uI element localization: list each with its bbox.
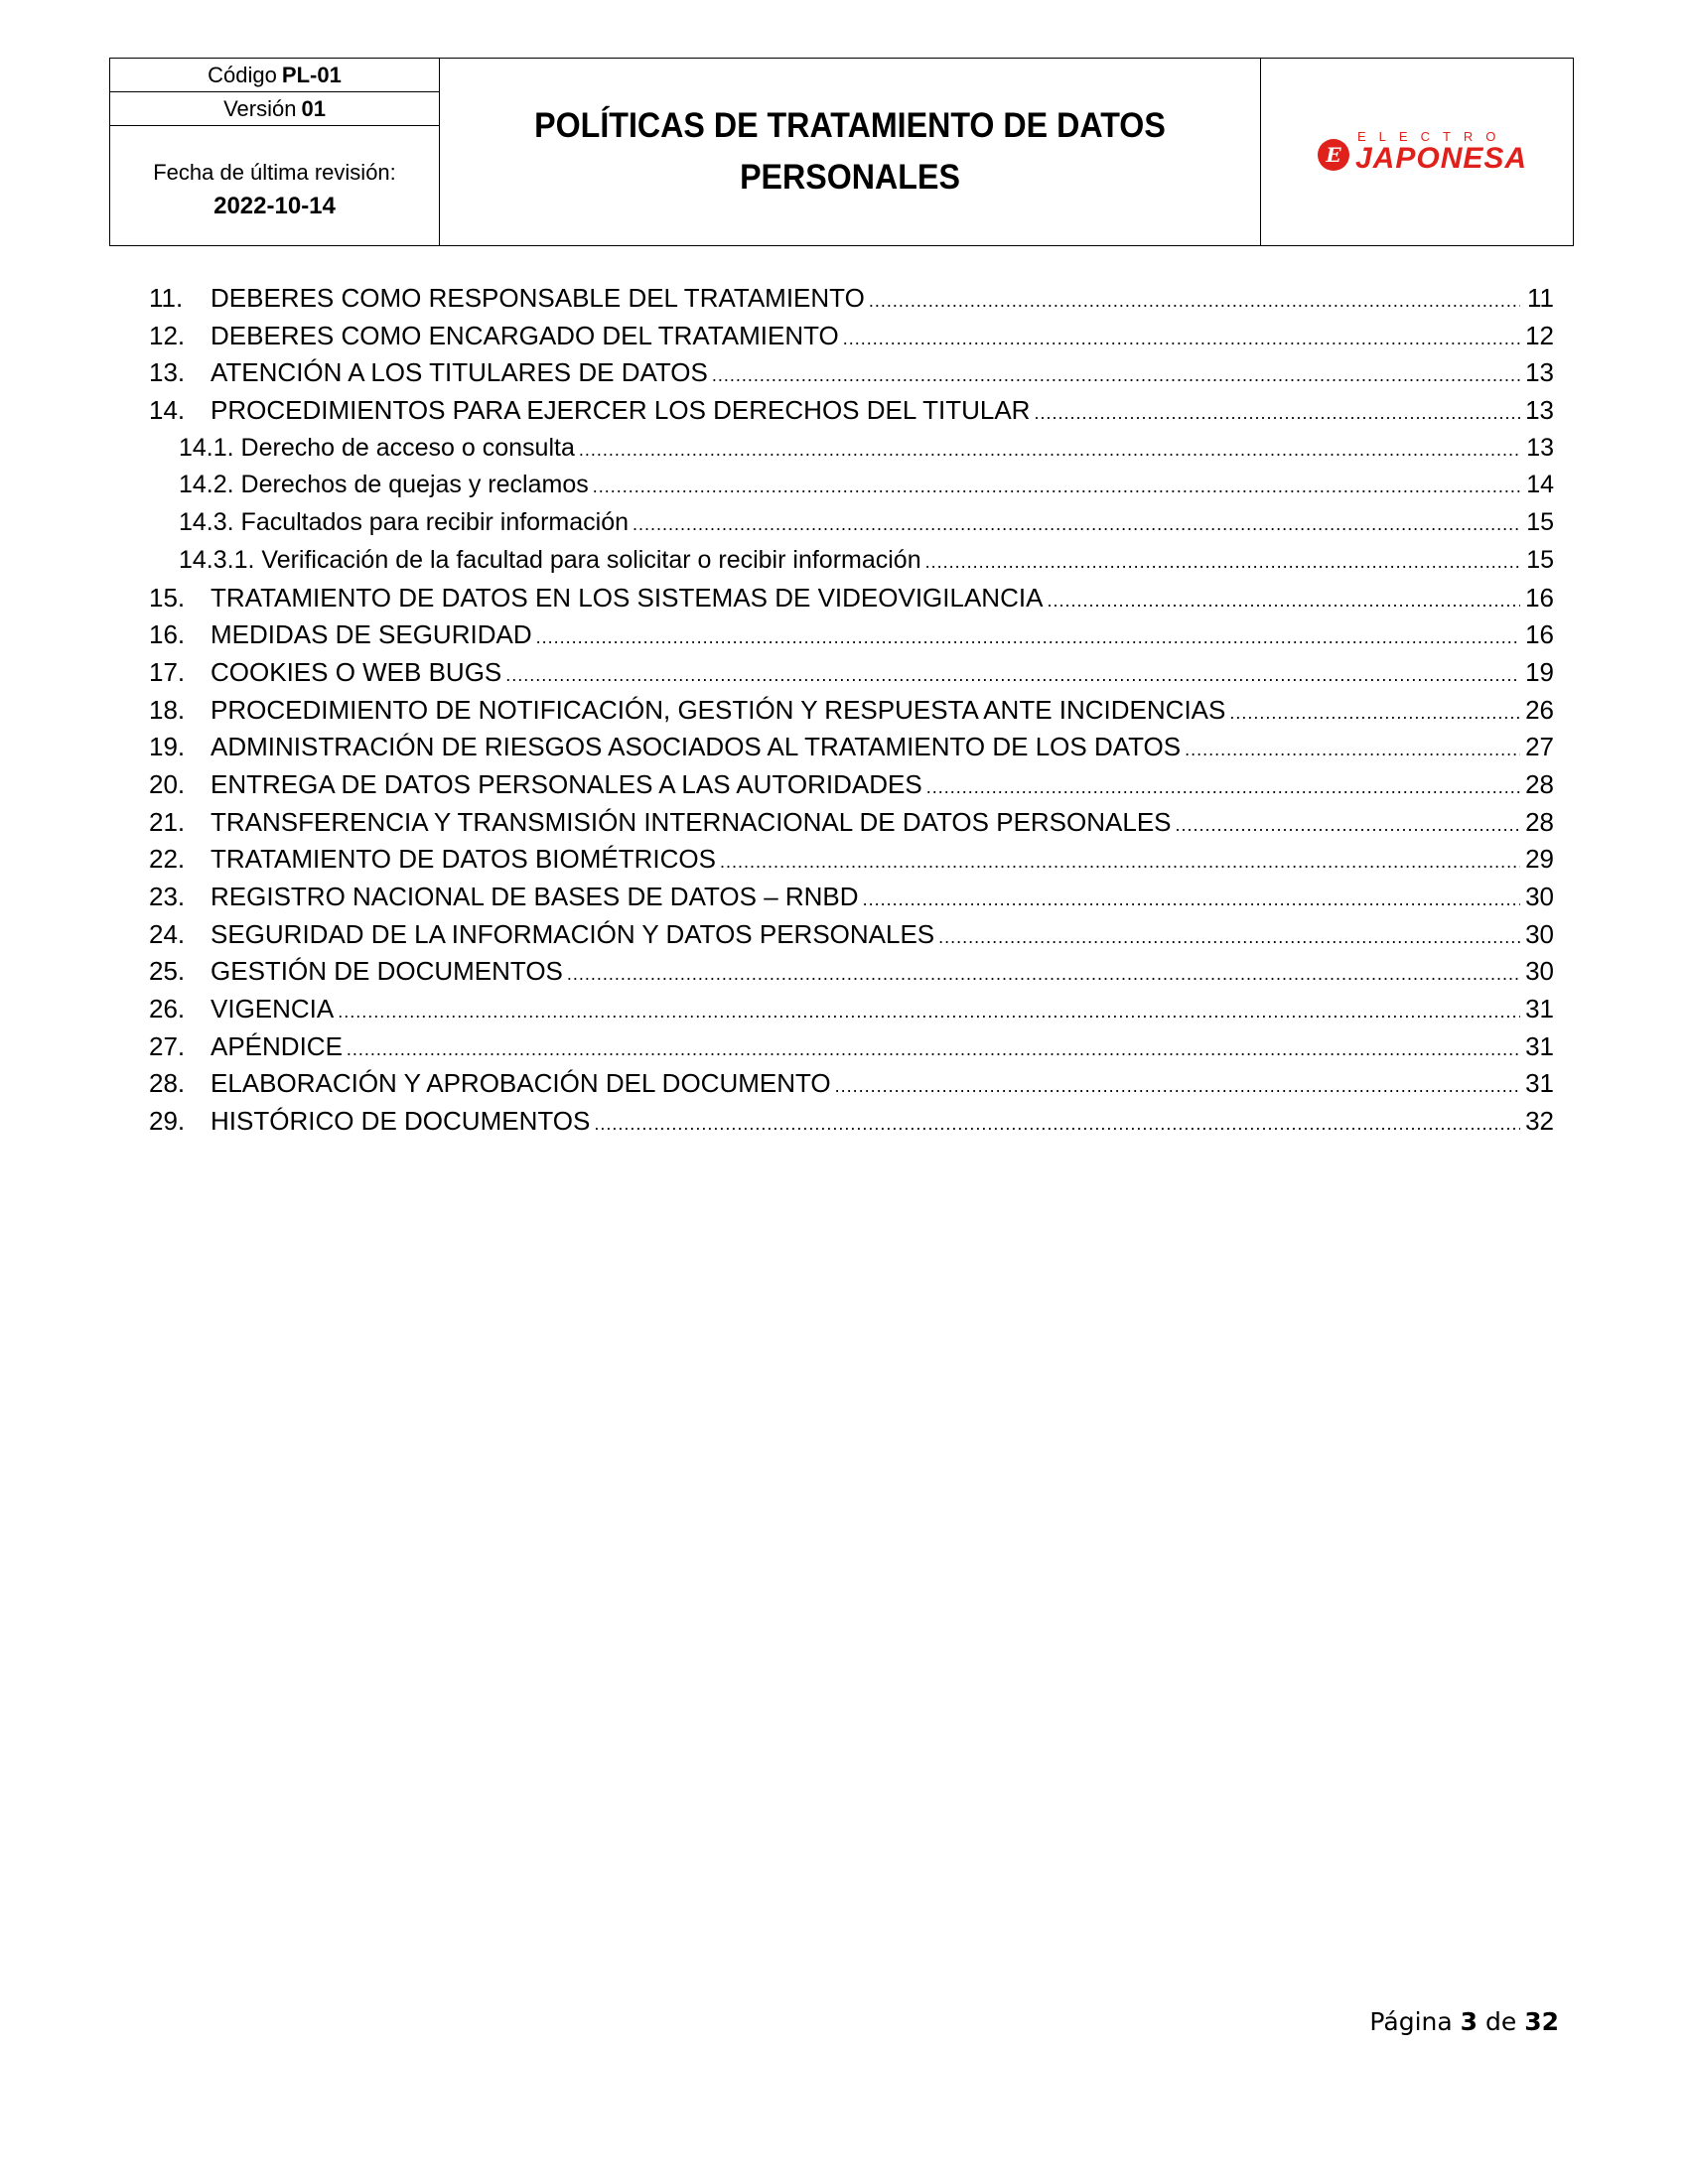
toc-entry-page: 14: [1526, 471, 1554, 499]
title-line-2: PERSONALES: [740, 158, 960, 197]
toc-entry-number: 15.: [149, 582, 186, 613]
header-logo-cell: [1261, 59, 1573, 245]
toc-dot-leader: [835, 1068, 1520, 1106]
toc-entry[interactable]: [149, 841, 1554, 879]
toc-entry-page: 12: [1525, 320, 1554, 350]
toc-entry[interactable]: [149, 1103, 1554, 1141]
company-logo: [1318, 129, 1528, 175]
toc-entry-page: 31: [1525, 1068, 1554, 1099]
toc-entry[interactable]: [149, 616, 1554, 654]
toc-entry-page: 16: [1525, 619, 1554, 650]
toc-entry-number: 23.: [149, 882, 186, 911]
toc-entry-number: 11.: [149, 283, 184, 313]
page-of-label: de: [1485, 2007, 1517, 2036]
toc-entry[interactable]: [149, 504, 1554, 542]
toc-entry-label: TRANSFERENCIA Y TRANSMISIÓN INTERNACIONAL DE DATOS PERSONALES: [211, 806, 1172, 837]
code-value: PL-01: [281, 62, 342, 87]
toc-entry-number: 18.: [149, 694, 186, 725]
version-label: Versión: [223, 95, 297, 121]
code-label: Código: [208, 62, 277, 87]
toc-entry[interactable]: [149, 430, 1554, 468]
toc-entry-page: 13: [1526, 433, 1554, 462]
toc-entry-label: DEBERES COMO ENCARGADO DEL TRATAMIENTO: [211, 320, 839, 350]
page-total: 32: [1524, 2007, 1559, 2036]
document-header: [109, 58, 1574, 246]
title-line-1: POLÍTICAS DE TRATAMIENTO DE DATOS: [534, 106, 1166, 145]
toc-entry-label: DEBERES COMO RESPONSABLE DEL TRATAMIENTO: [211, 283, 865, 313]
toc-entry-label: VIGENCIA: [211, 994, 335, 1024]
toc-entry-label: MEDIDAS DE SEGURIDAD: [211, 619, 532, 650]
toc-entry-number: 17.: [149, 656, 186, 687]
toc-entry[interactable]: [149, 766, 1554, 804]
toc-dot-leader: [863, 882, 1520, 919]
toc-entry-page: 28: [1525, 768, 1554, 799]
toc-entry[interactable]: [149, 467, 1554, 504]
toc-entry-page: 28: [1525, 806, 1554, 837]
logo-top-text: ELECTRO: [1357, 129, 1509, 144]
toc-entry-label: TRATAMIENTO DE DATOS EN LOS SISTEMAS DE VIDEOVIGILANCIA: [211, 582, 1044, 613]
toc-entry[interactable]: [149, 1028, 1554, 1066]
toc-entry-label: 14.2. Derechos de quejas y reclamos: [179, 471, 589, 499]
page-label: Página: [1369, 2007, 1453, 2036]
toc-entry[interactable]: [149, 580, 1554, 617]
toc-entry-page: 32: [1525, 1106, 1554, 1137]
logo-main-text: JAPONESA: [1355, 142, 1528, 175]
toc-dot-leader: [505, 657, 1520, 695]
toc-entry-label: COOKIES O WEB BUGS: [211, 656, 502, 687]
toc-entry-page: 30: [1525, 918, 1554, 949]
toc-entry-number: 12.: [149, 320, 186, 350]
toc-entry-label: ADMINISTRACIÓN DE RIESGOS ASOCIADOS AL TRATAMIENTO DE LOS DATOS: [211, 732, 1182, 762]
toc-entry-page: 13: [1525, 357, 1554, 388]
toc-dot-leader: [926, 769, 1520, 807]
toc-entry-label: REGISTRO NACIONAL DE BASES DE DATOS – RNBD: [211, 882, 859, 911]
toc-dot-leader: [347, 1031, 1520, 1069]
date-value: 2022-10-14: [213, 193, 336, 219]
toc-entry-number: 25.: [149, 956, 186, 987]
toc-entry-page: 15: [1526, 545, 1554, 574]
toc-entry[interactable]: [149, 916, 1554, 954]
document-title: [530, 100, 1170, 204]
toc-entry-label: ELABORACIÓN Y APROBACIÓN DEL DOCUMENTO: [211, 1068, 831, 1099]
toc-dot-leader: [579, 432, 1520, 470]
toc-entry-label: GESTIÓN DE DOCUMENTOS: [211, 956, 563, 987]
version-value: 01: [301, 95, 326, 121]
toc-entry-label: SEGURIDAD DE LA INFORMACIÓN Y DATOS PERSONALES: [211, 918, 935, 949]
toc-dot-leader: [594, 1106, 1520, 1144]
toc-entry-label: ATENCIÓN A LOS TITULARES DE DATOS: [211, 357, 708, 388]
toc-entry-page: 15: [1526, 508, 1554, 537]
code-cell: [110, 59, 439, 92]
toc-entry-label: 14.1. Derecho de acceso o consulta: [179, 433, 575, 462]
toc-dot-leader: [536, 619, 1520, 657]
toc-entry-number: 29.: [149, 1106, 186, 1137]
toc-entry[interactable]: [149, 729, 1554, 766]
toc-entry-label: ENTREGA DE DATOS PERSONALES A LAS AUTORIDADES: [211, 768, 922, 799]
date-label: Fecha de última revisión:: [153, 160, 396, 185]
toc-entry-page: 29: [1525, 844, 1554, 875]
toc-entry-label: PROCEDIMIENTOS PARA EJERCER LOS DERECHOS DEL TITULAR: [211, 395, 1031, 426]
toc-entry-number: 24.: [149, 918, 186, 949]
toc-entry-page: 26: [1525, 694, 1554, 725]
toc-dot-leader: [1176, 807, 1520, 845]
toc-dot-leader: [712, 357, 1520, 395]
toc-entry-page: 30: [1525, 956, 1554, 987]
toc-dot-leader: [1229, 695, 1520, 733]
logo-mark-icon: E: [1318, 139, 1349, 171]
toc-entry-label: 14.3.1. Verificación de la facultad para solicitar o recibir información: [179, 545, 921, 574]
toc-entry-label: TRATAMIENTO DE DATOS BIOMÉTRICOS: [211, 844, 716, 875]
toc-entry[interactable]: [149, 280, 1554, 318]
toc-entry[interactable]: [149, 392, 1554, 430]
toc-entry-page: 16: [1525, 582, 1554, 613]
toc-entry-number: 27.: [149, 1030, 186, 1061]
toc-entry-number: 19.: [149, 732, 186, 762]
toc-entry-page: 31: [1525, 1030, 1554, 1061]
toc-entry[interactable]: [149, 953, 1554, 991]
toc-dot-leader: [938, 919, 1520, 957]
revision-date-cell: [110, 126, 439, 245]
toc-entry[interactable]: [149, 542, 1554, 580]
toc-entry[interactable]: [149, 354, 1554, 392]
toc-entry-label: HISTÓRICO DE DOCUMENTOS: [211, 1106, 591, 1137]
toc-entry[interactable]: [149, 318, 1554, 355]
header-title-cell: [440, 59, 1261, 245]
toc-dot-leader: [593, 469, 1520, 506]
toc-entry[interactable]: [149, 879, 1554, 916]
toc-dot-leader: [925, 544, 1520, 582]
toc-dot-leader: [567, 956, 1520, 994]
toc-entry-number: 14.: [149, 395, 186, 426]
toc-dot-leader: [1047, 583, 1520, 620]
toc-entry[interactable]: [149, 692, 1554, 730]
toc-dot-leader: [1034, 395, 1520, 433]
toc-entry-number: 20.: [149, 768, 186, 799]
toc-entry-number: 22.: [149, 844, 186, 875]
toc-entry-number: 28.: [149, 1068, 186, 1099]
table-of-contents: [149, 280, 1554, 1141]
toc-entry-number: 13.: [149, 357, 186, 388]
toc-dot-leader: [720, 844, 1520, 882]
toc-entry-number: 16.: [149, 619, 186, 650]
toc-entry-page: 31: [1525, 994, 1554, 1024]
toc-dot-leader: [338, 994, 1520, 1031]
toc-dot-leader: [633, 506, 1520, 544]
toc-entry[interactable]: [149, 991, 1554, 1028]
toc-entry-number: 21.: [149, 806, 186, 837]
toc-entry-label: APÉNDICE: [211, 1030, 343, 1061]
toc-entry-page: 11: [1527, 283, 1554, 313]
toc-entry-page: 13: [1525, 395, 1554, 426]
toc-dot-leader: [869, 283, 1520, 321]
toc-entry[interactable]: [149, 1065, 1554, 1103]
page-footer: [1369, 2007, 1559, 2036]
toc-entry-label: 14.3. Facultados para recibir información: [179, 508, 630, 537]
version-cell: [110, 92, 439, 126]
toc-entry-number: 26.: [149, 994, 186, 1024]
page-current: 3: [1460, 2007, 1478, 2036]
toc-entry[interactable]: [149, 804, 1554, 842]
toc-entry-label: PROCEDIMIENTO DE NOTIFICACIÓN, GESTIÓN Y RESPUESTA ANTE INCIDENCIAS: [211, 694, 1226, 725]
toc-entry-page: 19: [1525, 656, 1554, 687]
toc-dot-leader: [1185, 732, 1520, 769]
toc-dot-leader: [843, 321, 1520, 358]
toc-entry-page: 27: [1525, 732, 1554, 762]
toc-entry[interactable]: [149, 654, 1554, 692]
header-meta: [110, 59, 440, 245]
toc-entry-page: 30: [1525, 882, 1554, 911]
